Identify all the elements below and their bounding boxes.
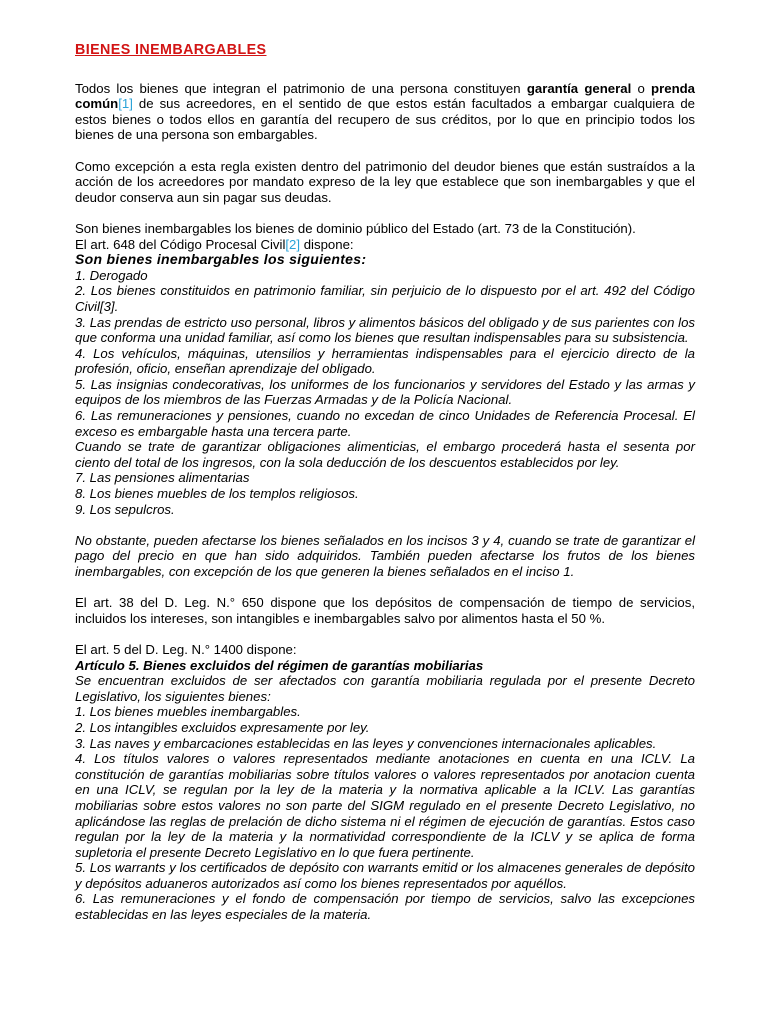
art648-item: 6. Las remuneraciones y pensiones, cuando no excedan de cinco Unidades de Referencia Procesal. El exceso es embargable hasta una tercera parte. (75, 408, 695, 439)
paragraph-art-38: El art. 38 del D. Leg. N.° 650 dispone que los depósitos de compensación de tiempo de servicios, incluidos los intereses, son intangibles e inembargables salvo por alimentos hasta el 50 %. (75, 595, 695, 626)
paragraph-no-obstante: No obstante, pueden afectarse los bienes señalados en los incisos 3 y 4, cuando se trate de garantizar el pago del precio en que han sido adquiridos. También pueden afectarse los frutos de los bienes inembargables, con excepción de los que generen la bienes señalados en el inciso 1. (75, 532, 695, 579)
paragraph-dominio-publico: Son bienes inembargables los bienes de dominio público del Estado (art. 73 de la Constitución). (75, 220, 636, 236)
p4-text-a: El art. 648 del Código Procesal Civil (75, 236, 286, 252)
footnote-link-1[interactable]: [1] (118, 96, 133, 112)
art5-item: 1. Los bienes muebles inembargables. (75, 704, 301, 720)
art648-item: 1. Derogado (75, 267, 148, 283)
paragraph-art-648 (75, 237, 695, 253)
footnote-link-2[interactable]: [2] (285, 236, 301, 252)
art648-item: Cuando se trate de garantizar obligaciones alimenticias, el embargo procederá hasta el sesenta por ciento del total de los ingresos, con la sola deducción de los descuentos establecidos por ley. (75, 439, 695, 470)
p1-text-d: de sus acreedores, en el sentido de que estos están facultados a embargar cualquiera de estos bienes o todos ellos en garantía del recupero de sus créditos, por lo que en principio todos los bienes de una persona son embargables. (75, 96, 695, 143)
art5-item: 3. Las naves y embarcaciones establecidas en las leyes y convenciones internacionales aplicables. (75, 735, 657, 751)
art5-item: Se encuentran excluidos de ser afectados con garantía mobiliaria regulada por el presente Decreto Legislativo, los siguientes bienes: (75, 673, 695, 704)
paragraph-patrimonio (75, 81, 695, 143)
paragraph-art-5-intro: El art. 5 del D. Leg. N.° 1400 dispone: (75, 641, 297, 657)
art5-heading: Artículo 5. Bienes excluidos del régimen de garantías mobiliarias (75, 657, 484, 673)
p4-text-b: dispone: (300, 236, 354, 252)
art648-item: 5. Las insignias condecorativas, los uniformes de los funcionarios y servidores del Estado y las armas y equipos de los miembros de las Fuerzas Armadas y de la Policía Nacional. (75, 376, 695, 408)
art5-item: 2. Los intangibles excluidos expresamente por ley. (75, 719, 370, 735)
art648-item: 8. Los bienes muebles de los templos religiosos. (75, 486, 359, 502)
art648-heading: Son bienes inembargables los siguientes: (75, 251, 367, 268)
art648-item: 3. Las prendas de estricto uso personal, libros y alimentos básicos del obligado y de sus parientes con los que conforma una unidad familiar, así como los bienes que resultan indispensables para su subsistencia. (75, 314, 695, 346)
p1-bold-prenda: prenda común (75, 80, 696, 112)
art648-item: 7. Las pensiones alimentarias (75, 470, 250, 486)
document-page (75, 43, 695, 923)
document-title: BIENES INEMBARGABLES (75, 42, 267, 58)
art648-item: 4. Los vehículos, máquinas, utensilios y herramientas indispensables para el ejercicio directo de la profesión, oficio, enseñan aprendizaje del obligado. (75, 345, 695, 377)
paragraph-excepcion: Como excepción a esta regla existen dentro del patrimonio del deudor bienes que están sustraídos a la acción de los acreedores por mandato expreso de la ley que establece que son inembargables y que el deudor conserva aun sin pagar sus deudas. (75, 158, 695, 205)
art5-item: 4. Los títulos valores o valores representados mediante anotaciones en cuenta en una ICLV. La constitución de garantías mobiliarias sobre títulos valores o valores representados por anotacion cuenta en una ICLV, se regulan por la ley de la materia y la normativa aplicable a la ICLV. Las garantías mobiliarias sobre estos valores no son parte del SIGM regulado en el presente Decreto Legislativo, no aplicándose las reglas de prelación de dicho sistema ni el régimen de ejecución de garantías. Estos caso regulan por la ley de la materia y la normatividad correspondiente de la ICLV y se aplica de forma supletoria el presente Decreto Legislativo en lo que fuera pertinente. (75, 751, 695, 860)
p1-bold-garantia: garantía general (526, 80, 632, 96)
p1-text-a: Todos los bienes que integran el patrimonio de una persona constituyen (75, 80, 527, 96)
art648-item: 2. Los bienes constituidos en patrimonio familiar, sin perjuicio de lo dispuesto por el art. 492 del Código Civil[3]. (75, 283, 695, 314)
art5-item: 5. Los warrants y los certificados de depósito con warrants emitid or los almacenes generales de depósito y depósitos aduaneros autorizados así como los bienes representados por aquéllos. (75, 860, 695, 891)
art648-item: 9. Los sepulcros. (75, 501, 175, 517)
art5-item: 6. Las remuneraciones y el fondo de compensación por tiempo de servicios, salvo las excepciones establecidas en las leyes especiales de la materia. (75, 891, 695, 923)
p1-text-c: o (631, 80, 652, 96)
